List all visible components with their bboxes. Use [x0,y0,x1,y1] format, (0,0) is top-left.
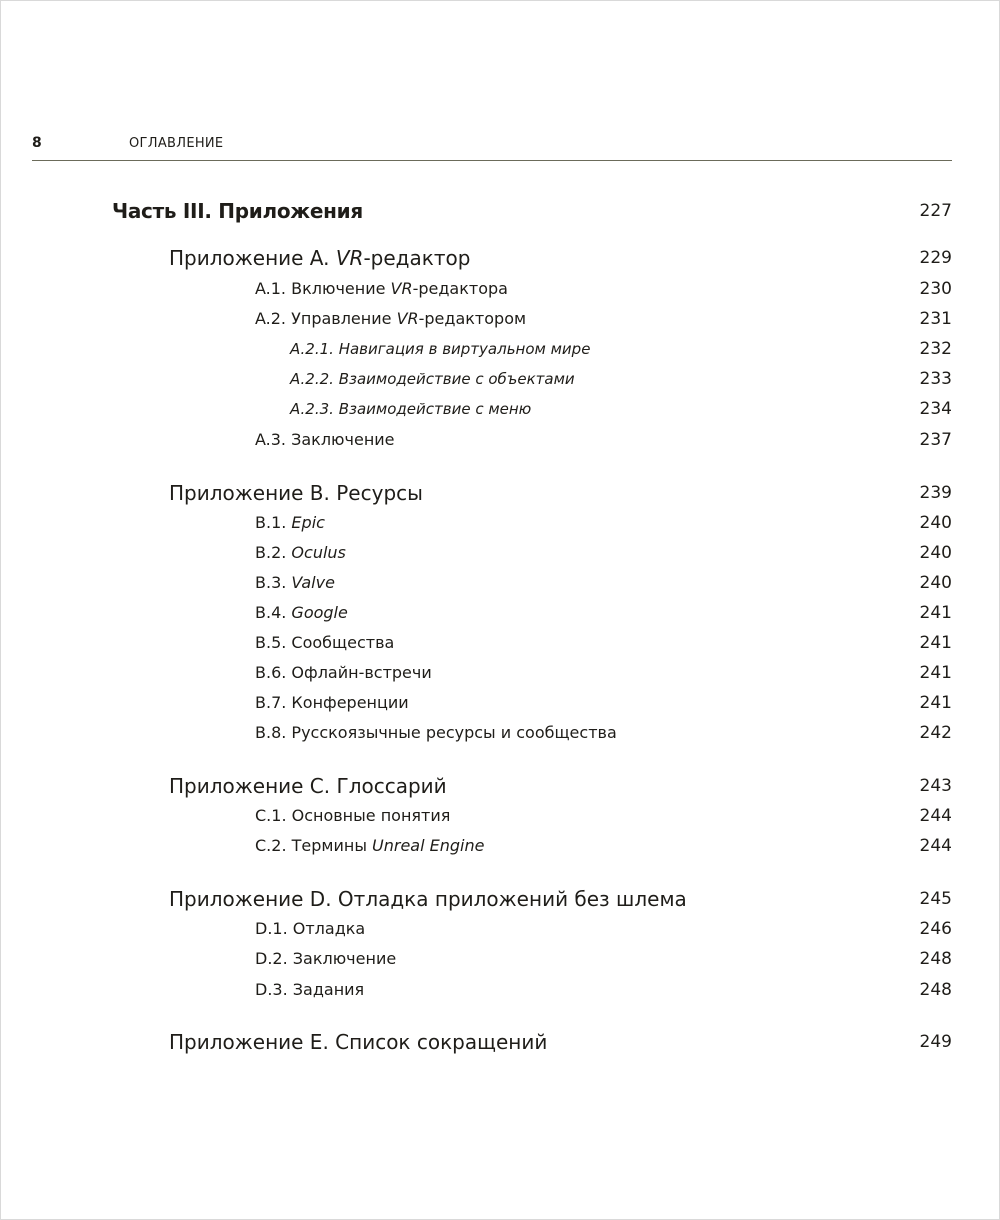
toc-entry-title: Часть III. Приложения [112,199,363,223]
toc-entry-title [255,306,526,332]
toc-page-number: 241 [919,633,952,653]
toc-page-number: 234 [919,399,952,419]
toc-page-number: 244 [919,836,952,856]
toc-page-number: 232 [919,339,952,359]
toc-title-text: Приложение A. [169,246,336,270]
toc-entry-title: Приложение D. Отладка приложений без шлема [169,887,687,911]
toc-title-text: B.2. [255,543,292,562]
toc-entry-sec[interactable] [0,276,952,302]
toc-entry-sec[interactable] [0,630,952,656]
toc-page-number: 241 [919,663,952,683]
toc-entry-chap[interactable] [0,886,952,912]
toc-page-number: 233 [919,369,952,389]
toc-entry-sec[interactable] [0,540,952,566]
toc-page-number: 239 [919,483,952,503]
toc-entry-sec[interactable] [0,510,952,536]
toc-page-number: 242 [919,723,952,743]
toc-title-emphasis: Epic [291,513,325,532]
toc-entry-chap[interactable] [0,1029,952,1055]
toc-page-number: 244 [919,806,952,826]
toc-entry-title: B.6. Офлайн-встречи [255,663,432,682]
toc-entry-sub[interactable] [0,336,952,362]
toc-title-text: -редактора [412,279,508,298]
toc-entry-chap[interactable] [0,245,952,271]
toc-entry-title: Приложение C. Глоссарий [169,774,447,798]
toc-entry-title [169,245,470,271]
toc-entry-sub[interactable] [0,396,952,422]
toc-entry-title: Приложение E. Список сокращений [169,1030,548,1054]
toc-entry-chap[interactable] [0,773,952,799]
toc-entry-title: A.3. Заключение [255,430,395,449]
toc-entry-title [255,540,346,566]
toc-entry-title: D.1. Отладка [255,919,366,938]
toc-title-emphasis: Oculus [291,543,346,562]
toc-entry-sec[interactable] [0,946,952,972]
toc-entry-sec[interactable] [0,600,952,626]
toc-entry-sec[interactable] [0,916,952,942]
toc-page-number: 248 [919,980,952,1000]
toc-page-number: 241 [919,603,952,623]
toc-entry-sec[interactable] [0,660,952,686]
toc-entry-sec[interactable] [0,570,952,596]
toc-entry-sec[interactable] [0,306,952,332]
toc-page-number: 240 [919,513,952,533]
toc-entry-title [255,833,484,859]
toc-entry-title: B.5. Сообщества [255,633,395,652]
toc-entry-sec[interactable] [0,427,952,453]
toc-entry-chap[interactable] [0,480,952,506]
toc-entry-title: Приложение B. Ресурсы [169,481,423,505]
toc-title-text: B.3. [255,573,292,592]
toc-title-text: A.1. Включение [255,279,391,298]
toc-entry-title: A.2.3. Взаимодействие с меню [290,400,532,418]
toc-entry-title [255,570,335,596]
toc-page-number: 231 [919,309,952,329]
toc-title-emphasis: Unreal Engine [372,836,485,855]
toc-page-number: 230 [919,279,952,299]
toc-entry-title: A.2.1. Навигация в виртуальном мире [290,340,591,358]
toc-entry-sec[interactable] [0,803,952,829]
running-title: ОГЛАВЛЕНИЕ [129,136,224,151]
toc-title-text: -редактором [418,309,527,328]
toc-title-emphasis: Valve [291,573,335,592]
toc-entry-sec[interactable] [0,833,952,859]
toc-title-text: -редактор [363,246,471,270]
toc-title-emphasis: VR [390,279,413,298]
toc-page-number: 237 [919,430,952,450]
toc-entry-title [255,276,508,302]
toc-entry-title: B.8. Русскоязычные ресурсы и сообщества [255,723,617,742]
toc-entry-part[interactable] [0,198,952,224]
toc-page-number: 245 [919,889,952,909]
toc-title-emphasis: VR [396,309,419,328]
toc-page-number: 240 [919,543,952,563]
toc-page-number: 229 [919,248,952,268]
toc-title-text: B.1. [255,513,292,532]
page-number: 8 [32,135,42,151]
toc-entry-title [255,600,348,626]
toc-entry-sec[interactable] [0,690,952,716]
toc-title-emphasis: VR [335,246,364,270]
toc-entry-title: A.2.2. Взаимодействие с объектами [290,370,575,388]
toc-page-number: 248 [919,949,952,969]
toc-title-emphasis: Google [291,603,348,622]
toc-entry-title: B.7. Конференции [255,693,409,712]
toc-page-number: 240 [919,573,952,593]
toc-entry-title: C.1. Основные понятия [255,806,451,825]
toc-page-number: 241 [919,693,952,713]
page-header [32,132,952,161]
toc-title-text: B.4. [255,603,292,622]
toc-title-text: C.2. Термины [255,836,373,855]
toc-page-number: 227 [919,201,952,221]
toc-title-text: A.2. Управление [255,309,397,328]
toc-entry-sec[interactable] [0,977,952,1003]
toc-entry-sub[interactable] [0,366,952,392]
toc-entry-title: D.3. Задания [255,980,365,999]
toc-entry-title [255,510,325,536]
toc-entry-title: D.2. Заключение [255,949,397,968]
toc-entry-sec[interactable] [0,720,952,746]
toc-page-number: 249 [919,1032,952,1052]
toc-page-number: 246 [919,919,952,939]
toc-page-number: 243 [919,776,952,796]
